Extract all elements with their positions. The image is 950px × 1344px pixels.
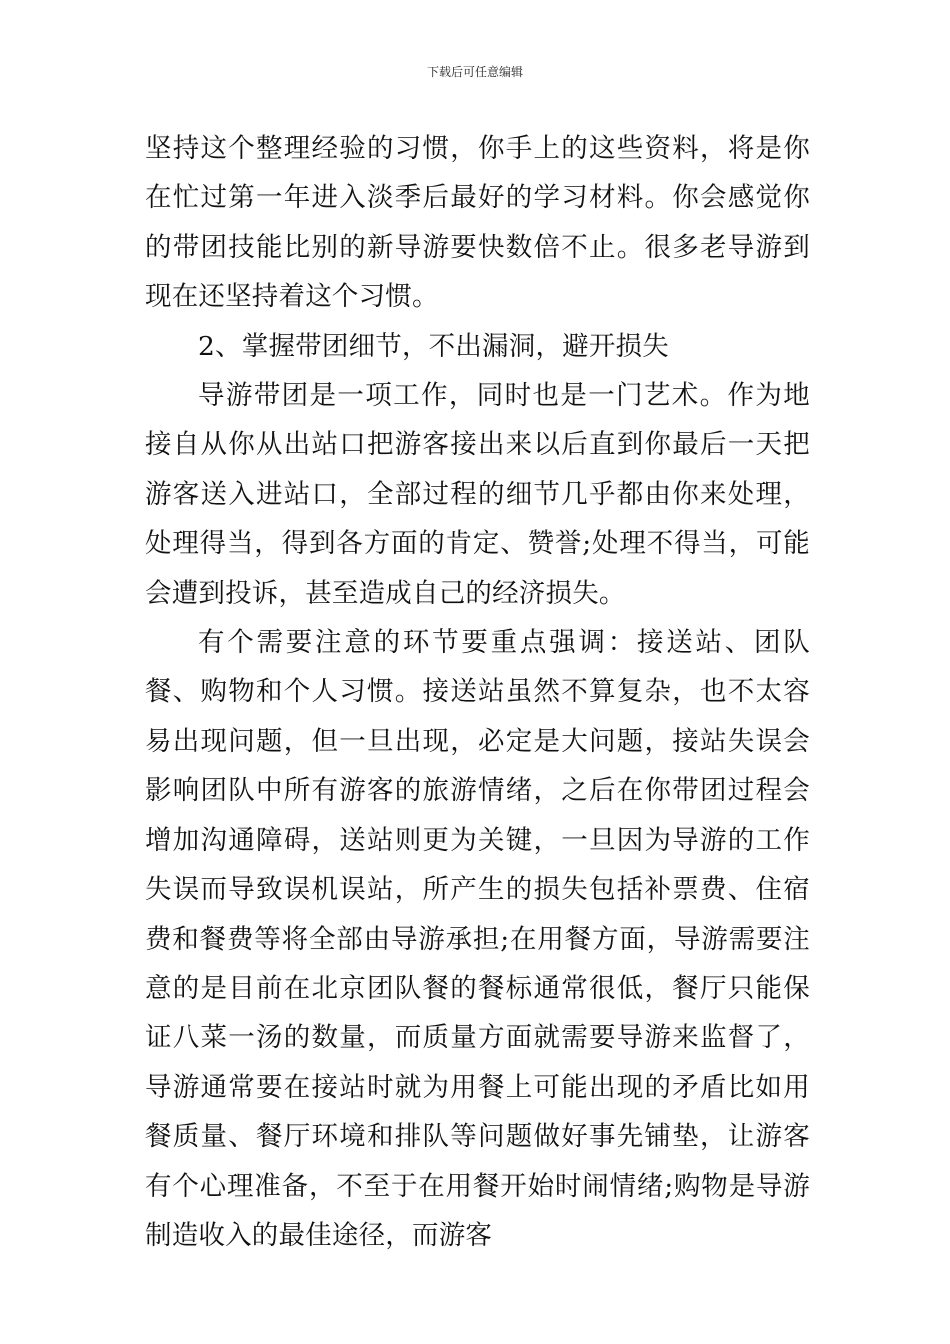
- section-heading: 2、掌握带团细节，不出漏洞，避开损失: [198, 330, 669, 362]
- paragraph-details: 导游带团是一项工作，同时也是一门艺术。作为地接自从你从出站口把游客接出来以后直到你最后一天把游客送入进站口，全部过程的细节几乎都由你来处理，处理得当，得到各方面的肯定、赞誉;处理不得当，可能会遭到投诉，甚至造成自己的经济损失。: [145, 380, 810, 609]
- paragraph-key-steps: 有个需要注意的环节要重点强调：接送站、团队餐、购物和个人习惯。接送站虽然不算复杂，也不太容易出现问题，但一旦出现，必定是大问题，接站失误会影响团队中所有游客的旅游情绪，之后在你带团过程会增加沟通障碍，送站则更为关键，一旦因为导游的工作失误而导致误机误站，所产生的损失包括补票费、住宿费和餐费等将全部由导游承担;在用餐方面，导游需要注意的是目前在北京团队餐的餐标通常很低，餐厅只能保证八菜一汤的数量，而质量方面就需要导游来监督了，导游通常要在接站时就为用餐上可能出现的矛盾比如用餐质量、餐厅环境和排队等问题做好事先铺垫，让游客有个心理准备，不至于在用餐开始时闹情绪;购物是导游制造收入的最佳途径，而游客: [145, 627, 810, 1251]
- paragraph-habit: 坚持这个整理经验的习惯，你手上的这些资料，将是你在忙过第一年进入淡季后最好的学习材料。你会感觉你的带团技能比别的新导游要快数倍不止。很多老导游到现在还坚持着这个习惯。: [145, 133, 810, 313]
- page-header-note: 下载后可任意编辑: [426, 65, 523, 79]
- document-body: [145, 124, 810, 1260]
